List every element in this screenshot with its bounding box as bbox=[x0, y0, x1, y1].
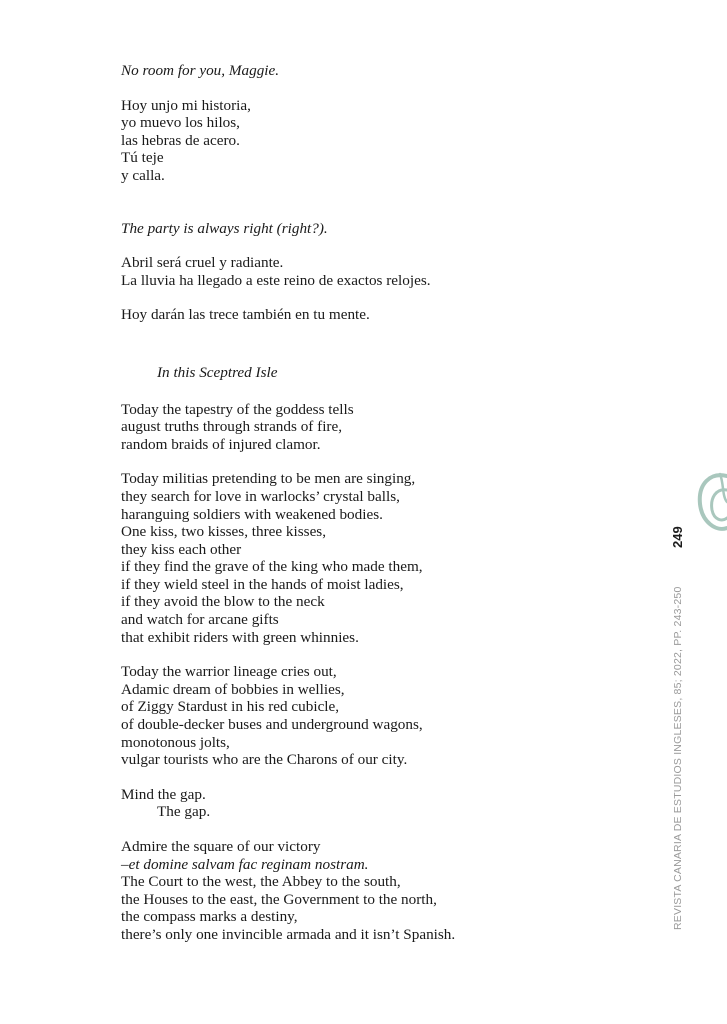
poem-stanza-2 bbox=[121, 470, 621, 646]
verse-line: y calla. bbox=[121, 166, 165, 184]
verse-line: La lluvia ha llegado a este reino de exactos relojes. bbox=[121, 271, 431, 289]
verse-line: of Ziggy Stardust in his red cubicle, bbox=[121, 698, 340, 716]
verse-line: if they avoid the blow to the neck bbox=[121, 593, 325, 611]
stanza-spanish-1 bbox=[121, 97, 621, 185]
leaf-swirl-icon bbox=[696, 470, 727, 554]
verse-line: and watch for arcane gifts bbox=[121, 611, 279, 629]
poem-stanza-5 bbox=[121, 838, 621, 944]
verse-line-indented: The gap. bbox=[157, 803, 211, 821]
journal-running-footer: REVISTA CANARIA DE ESTUDIOS INGLESES, 85; 2022, PP. 243-250 bbox=[672, 586, 684, 930]
page-number: 249 bbox=[670, 526, 685, 548]
verse-line: yo muevo los hilos, bbox=[121, 114, 240, 132]
verse-line: Today the tapestry of the goddess tells bbox=[121, 400, 354, 418]
verse-line: monotonous jolts, bbox=[121, 733, 230, 751]
verse-line: they kiss each other bbox=[121, 540, 242, 558]
verse-line: Hoy unjo mi historia, bbox=[121, 96, 251, 114]
verse-line: Adamic dream of bobbies in wellies, bbox=[121, 680, 345, 698]
verse-line: Tú teje bbox=[121, 149, 164, 167]
verse-line: Admire the square of our victory bbox=[121, 838, 321, 855]
verse-line-latin: –et domine salvam fac reginam nostram. bbox=[121, 855, 369, 873]
verse-line: they search for love in warlocks’ crystal balls, bbox=[121, 487, 400, 505]
verse-line: that exhibit riders with green whinnies. bbox=[121, 628, 359, 646]
verse-line: if they find the grave of the king who made them, bbox=[121, 558, 423, 576]
verse-line: Mind the gap. bbox=[121, 785, 206, 803]
verse-line: vulgar tourists who are the Charons of our city. bbox=[121, 751, 408, 769]
verse-line: of double-decker buses and underground wagons, bbox=[121, 716, 423, 734]
stanza-heading-party: The party is always right (right?). bbox=[121, 219, 328, 237]
stanza-heading-maggie: No room for you, Maggie. bbox=[121, 62, 280, 79]
verse-line: the compass marks a destiny, bbox=[121, 908, 298, 926]
verse-line: the Houses to the east, the Government to the north, bbox=[121, 890, 437, 908]
verse-line: One kiss, two kisses, three kisses, bbox=[121, 523, 327, 541]
verse-line: august truths through strands of fire, bbox=[121, 418, 343, 436]
stanza-spanish-2 bbox=[121, 254, 621, 289]
verse-line: if they wield steel in the hands of moist ladies, bbox=[121, 575, 404, 593]
verse-line: haranguing soldiers with weakened bodies. bbox=[121, 505, 383, 523]
poem-stanza-3 bbox=[121, 663, 621, 769]
verse-line: Today the warrior lineage cries out, bbox=[121, 663, 337, 681]
poem-title: In this Sceptred Isle bbox=[157, 363, 278, 381]
verse-line: las hebras de acero. bbox=[121, 131, 240, 149]
verse-line: random braids of injured clamor. bbox=[121, 435, 321, 453]
verse-line: there’s only one invincible armada and it isn’t Spanish. bbox=[121, 925, 456, 943]
verse-line: Today militias pretending to be men are singing, bbox=[121, 470, 416, 488]
verse-line-closing: Hoy darán las trece también en tu mente. bbox=[121, 306, 370, 324]
poem-stanza-1 bbox=[121, 401, 621, 454]
verse-line: Abril será cruel y radiante. bbox=[121, 254, 284, 272]
poem-text-block bbox=[121, 62, 621, 961]
poem-stanza-4 bbox=[121, 786, 621, 821]
verse-line: The Court to the west, the Abbey to the south, bbox=[121, 873, 401, 891]
